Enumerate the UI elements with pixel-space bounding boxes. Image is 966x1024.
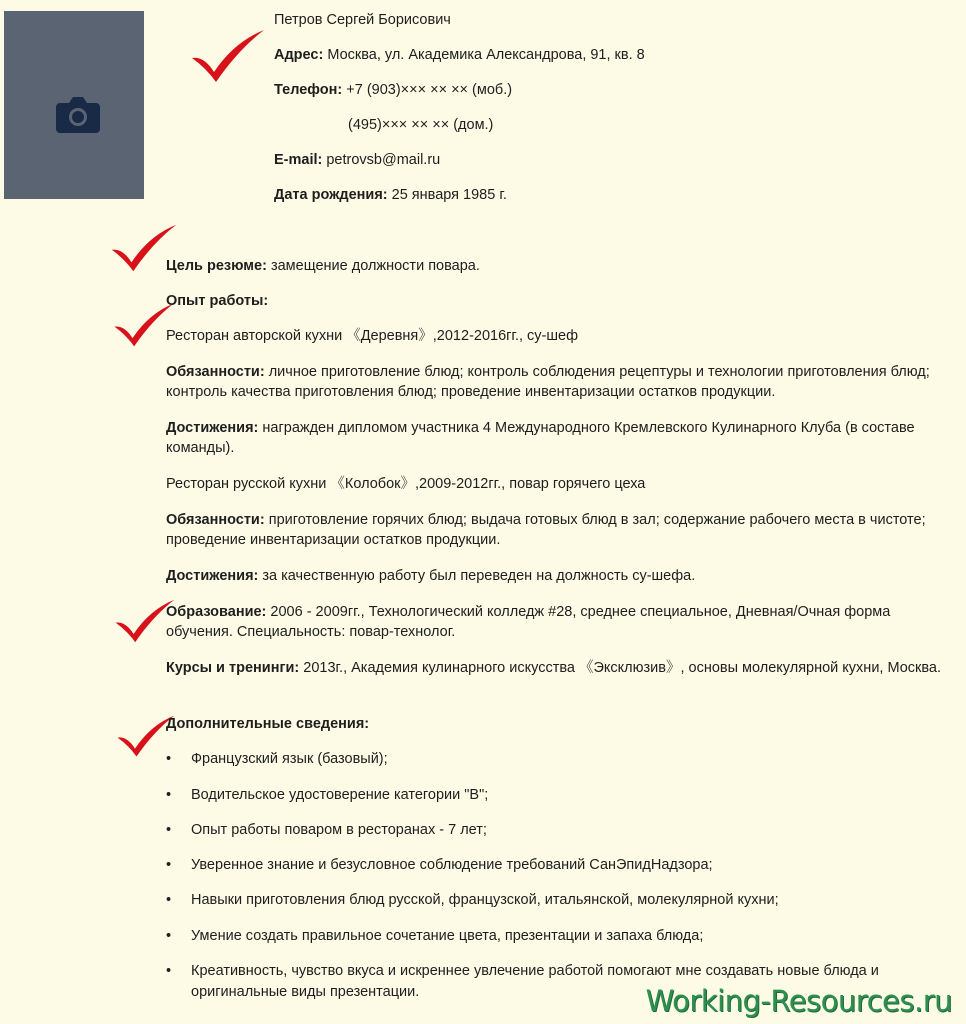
education-value: 2006 - 2009гг., Технологический колледж #28, среднее специальное, Дневная/Очная форма обучения. Специальность: повар-технолог.	[166, 604, 891, 640]
bullet-icon: •	[166, 928, 172, 944]
list-item: Креативность, чувство вкуса и искреннее увлечение работой помогают мне создавать новые блюда и оригинальные виды презентации.	[191, 963, 879, 1000]
bullet-icon: •	[166, 892, 172, 908]
watermark: Working-Resources.ru	[645, 984, 952, 1018]
list-item: Умение создать правильное сочетание цвета, презентации и запаха блюда;	[191, 928, 704, 944]
courses-label: Курсы и тренинги:	[166, 660, 300, 676]
job1-achievements	[166, 418, 944, 458]
experience-title: Опыт работы:	[166, 293, 269, 309]
bullet-icon: •	[166, 857, 172, 873]
list-item: Навыки приготовления блюд русской, французской, итальянской, молекулярной кухни;	[191, 892, 779, 908]
job1-ach-label: Достижения:	[166, 420, 259, 436]
photo-placeholder	[4, 11, 144, 199]
job2-ach-label: Достижения:	[166, 568, 259, 584]
job2-duties-value: приготовление горячих блюд; выдача готовых блюд в зал; содержание рабочего места в чистоте; проведение инвентаризации остатков продукции.	[166, 512, 926, 548]
phone-label: Телефон:	[274, 82, 343, 98]
education-line	[166, 602, 944, 642]
list-item: Французский язык (базовый);	[191, 751, 388, 767]
email-line	[274, 150, 440, 170]
email-value: petrovsb@mail.ru	[322, 152, 441, 168]
address-label: Адрес:	[274, 47, 324, 63]
list-item: Опыт работы поваром в ресторанах - 7 лет;	[191, 822, 487, 838]
goal-value: замещение должности повара.	[266, 258, 480, 274]
job2-duties	[166, 510, 944, 550]
phone2-value: (495)××× ×× ×× (дом.)	[348, 117, 494, 133]
bullet-icon: •	[166, 751, 172, 767]
list-item: Водительское удостоверение категории "B";	[191, 787, 489, 803]
job1-duties	[166, 362, 944, 402]
address-line	[274, 45, 645, 65]
bullet-icon: •	[166, 787, 172, 803]
job1-duties-value: личное приготовление блюд; контроль соблюдения рецептуры и технологии приготовления блюд; контроль качества приготовления блюд; проведение инвентаризации остатков продукции.	[166, 364, 930, 400]
email-label: E-mail:	[274, 152, 323, 168]
job1-duties-label: Обязанности:	[166, 364, 265, 380]
checkmark-icon	[190, 28, 266, 84]
additional-title: Дополнительные сведения:	[166, 716, 370, 732]
birth-label: Дата рождения:	[274, 187, 388, 203]
job1-ach-value: награжден дипломом участника 4 Международного Кремлевского Кулинарного Клуба (в составе команды).	[166, 420, 915, 456]
camera-icon	[54, 95, 102, 135]
courses-line	[166, 658, 944, 678]
courses-value: 2013г., Академия кулинарного искусства 《Эксклюзив》, основы молекулярной кухни, Москва.	[299, 660, 942, 676]
bullet-icon: •	[166, 822, 172, 838]
job2-achievements	[166, 566, 944, 586]
job1-place: Ресторан авторской кухни 《Деревня》,2012-2016гг., су-шеф	[166, 328, 578, 344]
list-item: Уверенное знание и безусловное соблюдение требований СанЭпидНадзора;	[191, 857, 713, 873]
job2-place: Ресторан русской кухни 《Колобок》,2009-2012гг., повар горячего цеха	[166, 476, 646, 492]
goal-line	[166, 256, 944, 276]
bullet-icon: •	[166, 963, 172, 979]
job2-ach-value: за качественную работу был переведен на должность су-шефа.	[258, 568, 696, 584]
address-value: Москва, ул. Академика Александрова, 91, кв. 8	[323, 47, 645, 63]
job2-duties-label: Обязанности:	[166, 512, 265, 528]
phone-value: +7 (903)××× ×× ×× (моб.)	[342, 82, 513, 98]
birth-line	[274, 185, 507, 205]
phone-line	[274, 80, 512, 100]
candidate-name: Петров Сергей Борисович	[274, 12, 451, 28]
goal-label: Цель резюме:	[166, 258, 267, 274]
education-label: Образование:	[166, 604, 267, 620]
birth-value: 25 января 1985 г.	[387, 187, 507, 203]
